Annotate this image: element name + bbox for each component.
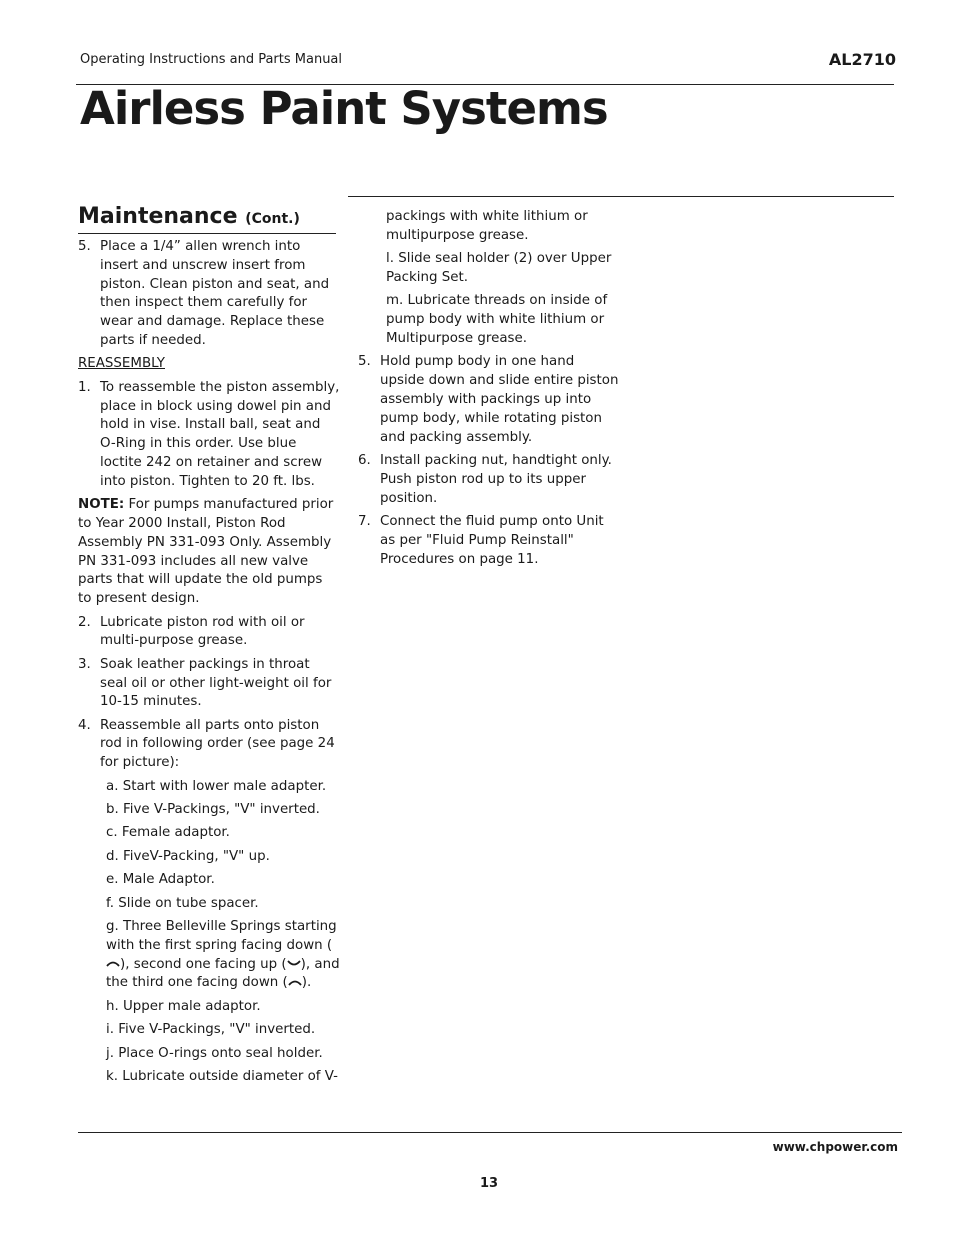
- step-5: [358, 353, 620, 447]
- step-text: Lubricate piston rod with oil or multi-purpose grease.: [100, 614, 305, 649]
- step-number: 1.: [78, 379, 91, 395]
- step-4: [78, 717, 340, 773]
- step-number: 6.: [358, 452, 371, 468]
- page-title: Airless Paint Systems: [80, 82, 608, 135]
- step-text: To reassemble the piston assembly, place in block using dowel pin and hold in vise. Install ball, seat and O-Ring in this order. Use blue loctite 242 on retainer and screw into piston. Tighten to 20 ft. lbs.: [100, 379, 340, 489]
- page-number: 13: [479, 1176, 499, 1191]
- substep-m: m. Lubricate threads on inside of pump body with white lithium or Multipurpose grease.: [386, 293, 608, 346]
- step-3: [78, 656, 340, 712]
- substep-c: c. Female adaptor.: [106, 825, 230, 841]
- step-text: Connect the fluid pump onto Unit as per "Fluid Pump Reinstall" Procedures on page 11.: [380, 513, 604, 567]
- manual-name: Operating Instructions and Parts Manual: [80, 52, 343, 67]
- step-number: 5.: [358, 354, 371, 370]
- substep-e: e. Male Adaptor.: [106, 872, 215, 888]
- step-text: Hold pump body in one hand upside down and slide entire piston assembly with packings up into pump body, while rotating piston and packing assembly.: [380, 354, 619, 445]
- section-heading: [78, 203, 300, 233]
- step-number: 5.: [78, 239, 91, 254]
- substep-h: h. Upper male adaptor.: [106, 998, 261, 1014]
- step-2: [78, 614, 340, 652]
- step-1: [78, 379, 340, 492]
- step-7: [358, 513, 620, 569]
- spring-facing-down-icon: [288, 979, 302, 986]
- step-text: Place a 1/4” allen wrench into insert and unscrew insert from piston. Clean piston and seat, and then inspect them carefully for wear and damage. Replace these parts if needed.: [100, 239, 330, 348]
- step-5-disassembly: [78, 238, 340, 351]
- substep-k: k. Lubricate outside diameter of V-: [106, 1068, 338, 1084]
- note-text: For pumps manufactured prior to Year 2000 Install, Piston Rod Assembly PN 331-093 Only. Assembly PN 331-093 includes all new valve parts that will update the old pumps to present design.: [78, 497, 334, 607]
- note: [78, 496, 340, 609]
- title-rule: [348, 196, 894, 197]
- step-6: [358, 452, 620, 508]
- spring-facing-down-icon: [106, 960, 120, 967]
- section-title: Maintenance: [78, 204, 238, 229]
- substep-d: d. FiveV-Packing, "V" up.: [106, 848, 270, 864]
- step-number: 4.: [78, 717, 91, 733]
- step-text: Reassemble all parts onto piston rod in following order (see page 24 for picture):: [100, 717, 335, 771]
- note-label: NOTE:: [78, 497, 125, 513]
- substep-b: b. Five V-Packings, "V" inverted.: [106, 802, 320, 818]
- substep-k-continued: packings with white lithium or multipurpose grease.: [386, 209, 588, 243]
- substep-j: j. Place O-rings onto seal holder.: [106, 1045, 323, 1061]
- substep-g-text-4: ).: [301, 975, 312, 991]
- substep-a: a. Start with lower male adapter.: [106, 778, 327, 794]
- substep-l: l. Slide seal holder (2) over Upper Packing Set.: [386, 251, 612, 285]
- substep-g: [106, 918, 340, 993]
- step-number: 7.: [358, 513, 371, 529]
- step-number: 3.: [78, 656, 91, 672]
- section-cont: (Cont.): [245, 211, 300, 227]
- substep-g-text-3: ), and the third one facing down (: [106, 956, 340, 991]
- left-column: [78, 238, 340, 1091]
- website-link[interactable]: www.chpower.com: [772, 1140, 898, 1154]
- section-rule: [78, 233, 336, 234]
- step-text: Soak leather packings in throat seal oil or other light-weight oil for 10-15 minutes.: [100, 656, 332, 710]
- substep-g-text-2: ), second one facing up (: [120, 956, 287, 972]
- substep-i: i. Five V-Packings, "V" inverted.: [106, 1022, 316, 1038]
- footer-rule: [78, 1132, 902, 1133]
- step-number: 2.: [78, 614, 91, 630]
- spring-facing-up-icon: [287, 960, 301, 967]
- substep-f: f. Slide on tube spacer.: [106, 895, 259, 911]
- model-number: AL2710: [828, 50, 896, 69]
- substep-g-text-1: g. Three Belleville Springs starting with the first spring facing down (: [106, 919, 337, 953]
- step-text: Install packing nut, handtight only. Push piston rod up to its upper position.: [380, 452, 612, 506]
- reassembly-heading: REASSEMBLY: [78, 356, 165, 372]
- right-column: [358, 208, 620, 574]
